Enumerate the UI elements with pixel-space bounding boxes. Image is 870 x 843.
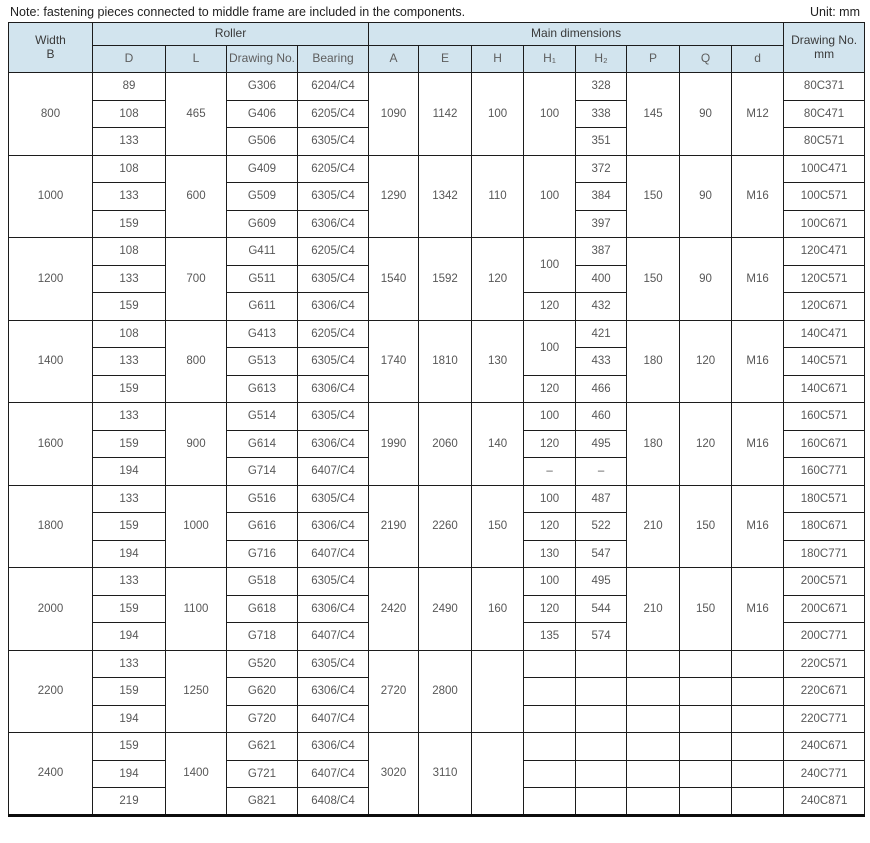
cell-D: 108 <box>93 155 166 183</box>
cell-L: 465 <box>166 73 227 156</box>
table-row <box>9 650 865 678</box>
cell-E: 1342 <box>419 155 472 238</box>
cell-Q <box>680 760 732 788</box>
cell-H1: 100 <box>524 320 576 375</box>
cell-B: 1800 <box>9 485 93 568</box>
note-text: Note: fastening pieces connected to middle frame are included in the components. <box>10 5 466 19</box>
cell-d: M16 <box>732 238 784 321</box>
header-col-L: L <box>166 46 227 73</box>
cell-H <box>472 650 524 733</box>
cell-drawing: G616 <box>227 513 298 541</box>
table-row <box>9 733 865 761</box>
cell-bearing: 6306/C4 <box>298 595 369 623</box>
header-col-D: D <box>93 46 166 73</box>
cell-H1: 120 <box>524 375 576 403</box>
cell-H2: 432 <box>576 293 627 321</box>
cell-code: 120C471 <box>784 238 865 266</box>
cell-code: 180C571 <box>784 485 865 513</box>
cell-L: 1100 <box>166 568 227 651</box>
cell-H2: 387 <box>576 238 627 266</box>
cell-Q <box>680 788 732 816</box>
cell-H2: 544 <box>576 595 627 623</box>
cell-P <box>627 760 680 788</box>
cell-code: 180C771 <box>784 540 865 568</box>
cell-code: 200C671 <box>784 595 865 623</box>
cell-B: 2000 <box>9 568 93 651</box>
cell-H2: 397 <box>576 210 627 238</box>
cell-H2: 495 <box>576 430 627 458</box>
cell-P: 150 <box>627 238 680 321</box>
cell-drawing: G413 <box>227 320 298 348</box>
cell-A: 3020 <box>369 733 419 816</box>
cell-P: 145 <box>627 73 680 156</box>
cell-D: 194 <box>93 623 166 651</box>
cell-d <box>732 760 784 788</box>
cell-H1: 135 <box>524 623 576 651</box>
cell-code: 100C471 <box>784 155 865 183</box>
cell-bearing: 6408/C4 <box>298 788 369 816</box>
cell-drawing: G621 <box>227 733 298 761</box>
cell-D: 89 <box>93 73 166 101</box>
cell-P <box>627 705 680 733</box>
cell-d: M16 <box>732 403 784 486</box>
cell-bearing: 6407/C4 <box>298 623 369 651</box>
table-row <box>9 320 865 348</box>
cell-D: 133 <box>93 265 166 293</box>
cell-D: 159 <box>93 293 166 321</box>
cell-D: 133 <box>93 183 166 211</box>
cell-P: 210 <box>627 485 680 568</box>
cell-H2: 433 <box>576 348 627 376</box>
cell-E: 2490 <box>419 568 472 651</box>
cell-drawing: G511 <box>227 265 298 293</box>
cell-D: 159 <box>93 678 166 706</box>
cell-drawing: G516 <box>227 485 298 513</box>
cell-bearing: 6306/C4 <box>298 430 369 458</box>
cell-H: 110 <box>472 155 524 238</box>
cell-A: 2420 <box>369 568 419 651</box>
cell-bearing: 6306/C4 <box>298 293 369 321</box>
cell-H2: – <box>576 458 627 486</box>
cell-drawing: G509 <box>227 183 298 211</box>
table-header <box>9 23 865 73</box>
cell-E: 1142 <box>419 73 472 156</box>
cell-H2: 466 <box>576 375 627 403</box>
cell-H1 <box>524 788 576 816</box>
cell-bearing: 6305/C4 <box>298 265 369 293</box>
header-col-E: E <box>419 46 472 73</box>
cell-code: 240C871 <box>784 788 865 816</box>
cell-D: 159 <box>93 733 166 761</box>
cell-code: 140C671 <box>784 375 865 403</box>
cell-bearing: 6305/C4 <box>298 348 369 376</box>
cell-H2: 372 <box>576 155 627 183</box>
cell-B: 800 <box>9 73 93 156</box>
cell-bearing: 6305/C4 <box>298 568 369 596</box>
cell-code: 80C371 <box>784 73 865 101</box>
header-group-row <box>9 23 865 46</box>
cell-d <box>732 788 784 816</box>
cell-E: 1592 <box>419 238 472 321</box>
header-col-P: P <box>627 46 680 73</box>
unit-label: Unit: mm <box>810 5 860 19</box>
cell-H2: 338 <box>576 100 627 128</box>
cell-E: 3110 <box>419 733 472 816</box>
cell-P <box>627 733 680 761</box>
cell-D: 219 <box>93 788 166 816</box>
cell-drawing: G718 <box>227 623 298 651</box>
cell-P: 210 <box>627 568 680 651</box>
cell-code: 240C671 <box>784 733 865 761</box>
cell-bearing: 6306/C4 <box>298 678 369 706</box>
cell-d <box>732 650 784 678</box>
cell-P <box>627 650 680 678</box>
cell-drawing: G720 <box>227 705 298 733</box>
cell-H1: 100 <box>524 238 576 293</box>
header-main-dimensions: Main dimensions <box>369 23 784 46</box>
cell-D: 159 <box>93 210 166 238</box>
cell-L: 700 <box>166 238 227 321</box>
cell-A: 2720 <box>369 650 419 733</box>
cell-Q: 150 <box>680 485 732 568</box>
cell-H: 120 <box>472 238 524 321</box>
cell-H1: 100 <box>524 485 576 513</box>
cell-A: 1090 <box>369 73 419 156</box>
cell-P <box>627 678 680 706</box>
cell-H: 100 <box>472 73 524 156</box>
cell-D: 159 <box>93 595 166 623</box>
cell-drawing: G620 <box>227 678 298 706</box>
header-width-b-line1: Width <box>35 32 66 47</box>
cell-E: 2800 <box>419 650 472 733</box>
cell-code: 100C671 <box>784 210 865 238</box>
cell-H1: 120 <box>524 595 576 623</box>
cell-H1: 100 <box>524 403 576 431</box>
cell-A: 1540 <box>369 238 419 321</box>
cell-E: 1810 <box>419 320 472 403</box>
cell-H2: 460 <box>576 403 627 431</box>
cell-code: 120C671 <box>784 293 865 321</box>
cell-code: 120C571 <box>784 265 865 293</box>
cell-H <box>472 733 524 816</box>
cell-code: 180C671 <box>784 513 865 541</box>
cell-drawing: G506 <box>227 128 298 156</box>
cell-L: 800 <box>166 320 227 403</box>
table-row <box>9 485 865 513</box>
cell-code: 200C771 <box>784 623 865 651</box>
cell-H1 <box>524 705 576 733</box>
table-row <box>9 73 865 101</box>
cell-d: M16 <box>732 485 784 568</box>
cell-P: 180 <box>627 403 680 486</box>
cell-H2 <box>576 733 627 761</box>
cell-D: 159 <box>93 513 166 541</box>
cell-d: M16 <box>732 155 784 238</box>
cell-code: 160C771 <box>784 458 865 486</box>
header-col-bearing: Bearing <box>298 46 369 73</box>
cell-H: 160 <box>472 568 524 651</box>
cell-bearing: 6204/C4 <box>298 73 369 101</box>
cell-L: 1000 <box>166 485 227 568</box>
cell-H2 <box>576 760 627 788</box>
table-row <box>9 403 865 431</box>
cell-H: 130 <box>472 320 524 403</box>
cell-H1: 100 <box>524 73 576 156</box>
cell-H1 <box>524 760 576 788</box>
cell-code: 160C671 <box>784 430 865 458</box>
header-col-A: A <box>369 46 419 73</box>
cell-H1: 100 <box>524 155 576 238</box>
cell-Q: 120 <box>680 403 732 486</box>
cell-drawing: G518 <box>227 568 298 596</box>
header-col-H: H <box>472 46 524 73</box>
cell-d <box>732 678 784 706</box>
cell-code: 100C571 <box>784 183 865 211</box>
spec-table <box>8 22 865 817</box>
cell-H1 <box>524 650 576 678</box>
cell-D: 194 <box>93 458 166 486</box>
cell-L: 600 <box>166 155 227 238</box>
cell-H1: 120 <box>524 293 576 321</box>
cell-Q <box>680 733 732 761</box>
cell-bearing: 6306/C4 <box>298 375 369 403</box>
cell-D: 194 <box>93 540 166 568</box>
cell-Q: 120 <box>680 320 732 403</box>
cell-D: 133 <box>93 485 166 513</box>
cell-H1 <box>524 678 576 706</box>
cell-drawing: G716 <box>227 540 298 568</box>
cell-bearing: 6305/C4 <box>298 403 369 431</box>
cell-code: 160C571 <box>784 403 865 431</box>
cell-H2: 384 <box>576 183 627 211</box>
cell-drawing: G613 <box>227 375 298 403</box>
header-width-b <box>9 23 93 73</box>
cell-D: 108 <box>93 100 166 128</box>
cell-A: 1740 <box>369 320 419 403</box>
cell-B: 2200 <box>9 650 93 733</box>
cell-A: 2190 <box>369 485 419 568</box>
cell-E: 2260 <box>419 485 472 568</box>
cell-drawing: G618 <box>227 595 298 623</box>
cell-E: 2060 <box>419 403 472 486</box>
cell-drawing: G609 <box>227 210 298 238</box>
cell-H2 <box>576 705 627 733</box>
cell-H1: 120 <box>524 430 576 458</box>
cell-Q: 90 <box>680 73 732 156</box>
cell-D: 133 <box>93 348 166 376</box>
cell-A: 1290 <box>369 155 419 238</box>
cell-drawing: G520 <box>227 650 298 678</box>
cell-H2: 547 <box>576 540 627 568</box>
cell-Q: 90 <box>680 155 732 238</box>
header-col-Q: Q <box>680 46 732 73</box>
cell-B: 1600 <box>9 403 93 486</box>
cell-Q: 90 <box>680 238 732 321</box>
cell-P: 150 <box>627 155 680 238</box>
cell-d: M16 <box>732 320 784 403</box>
header-drawing-line2: mm <box>814 46 835 61</box>
cell-H2: 522 <box>576 513 627 541</box>
cell-D: 159 <box>93 430 166 458</box>
cell-drawing: G721 <box>227 760 298 788</box>
cell-D: 133 <box>93 568 166 596</box>
cell-L: 1250 <box>166 650 227 733</box>
cell-code: 80C471 <box>784 100 865 128</box>
cell-H2: 328 <box>576 73 627 101</box>
cell-drawing: G611 <box>227 293 298 321</box>
cell-H1 <box>524 733 576 761</box>
cell-code: 140C471 <box>784 320 865 348</box>
top-row <box>8 3 863 22</box>
cell-bearing: 6306/C4 <box>298 513 369 541</box>
cell-D: 133 <box>93 403 166 431</box>
cell-drawing: G409 <box>227 155 298 183</box>
cell-H2: 421 <box>576 320 627 348</box>
cell-bearing: 6305/C4 <box>298 650 369 678</box>
table-row <box>9 238 865 266</box>
cell-d: M12 <box>732 73 784 156</box>
cell-P <box>627 788 680 816</box>
cell-bearing: 6407/C4 <box>298 540 369 568</box>
table-row <box>9 155 865 183</box>
cell-D: 194 <box>93 705 166 733</box>
cell-drawing: G306 <box>227 73 298 101</box>
cell-D: 133 <box>93 650 166 678</box>
cell-code: 220C671 <box>784 678 865 706</box>
header-col-d: d <box>732 46 784 73</box>
cell-L: 900 <box>166 403 227 486</box>
cell-H2 <box>576 678 627 706</box>
table-body <box>9 73 865 816</box>
cell-B: 2400 <box>9 733 93 816</box>
cell-d <box>732 733 784 761</box>
cell-drawing: G513 <box>227 348 298 376</box>
header-roller: Roller <box>93 23 369 46</box>
cell-H2: 351 <box>576 128 627 156</box>
cell-bearing: 6407/C4 <box>298 458 369 486</box>
table-row <box>9 568 865 596</box>
cell-bearing: 6305/C4 <box>298 485 369 513</box>
cell-d <box>732 705 784 733</box>
cell-H1: – <box>524 458 576 486</box>
cell-drawing: G714 <box>227 458 298 486</box>
header-width-b-line2: B <box>46 46 55 61</box>
cell-bearing: 6305/C4 <box>298 128 369 156</box>
cell-H2: 487 <box>576 485 627 513</box>
cell-bearing: 6205/C4 <box>298 100 369 128</box>
cell-bearing: 6205/C4 <box>298 155 369 183</box>
cell-H1: 120 <box>524 513 576 541</box>
header-col-H2: H₂ <box>576 46 627 73</box>
cell-Q: 150 <box>680 568 732 651</box>
cell-Q <box>680 678 732 706</box>
cell-A: 1990 <box>369 403 419 486</box>
cell-code: 220C771 <box>784 705 865 733</box>
cell-drawing: G411 <box>227 238 298 266</box>
header-col-drawing-no: Drawing No. <box>227 46 298 73</box>
cell-drawing: G821 <box>227 788 298 816</box>
cell-B: 1400 <box>9 320 93 403</box>
cell-H: 140 <box>472 403 524 486</box>
cell-H2 <box>576 650 627 678</box>
cell-drawing: G514 <box>227 403 298 431</box>
cell-bearing: 6306/C4 <box>298 733 369 761</box>
cell-L: 1400 <box>166 733 227 816</box>
cell-code: 200C571 <box>784 568 865 596</box>
cell-H2: 574 <box>576 623 627 651</box>
cell-D: 133 <box>93 128 166 156</box>
cell-code: 240C771 <box>784 760 865 788</box>
cell-bearing: 6305/C4 <box>298 183 369 211</box>
cell-P: 180 <box>627 320 680 403</box>
header-drawing-line1: Drawing No. <box>791 32 858 47</box>
cell-Q <box>680 705 732 733</box>
cell-B: 1000 <box>9 155 93 238</box>
cell-B: 1200 <box>9 238 93 321</box>
cell-drawing: G614 <box>227 430 298 458</box>
cell-D: 194 <box>93 760 166 788</box>
header-drawing-no-mm <box>784 23 865 73</box>
cell-H2 <box>576 788 627 816</box>
cell-code: 220C571 <box>784 650 865 678</box>
cell-bearing: 6407/C4 <box>298 705 369 733</box>
cell-drawing: G406 <box>227 100 298 128</box>
cell-D: 159 <box>93 375 166 403</box>
cell-D: 108 <box>93 238 166 266</box>
cell-bearing: 6205/C4 <box>298 238 369 266</box>
cell-d: M16 <box>732 568 784 651</box>
cell-H2: 400 <box>576 265 627 293</box>
cell-D: 108 <box>93 320 166 348</box>
cell-H2: 495 <box>576 568 627 596</box>
cell-code: 140C571 <box>784 348 865 376</box>
cell-H1: 100 <box>524 568 576 596</box>
header-sub-row <box>9 46 865 73</box>
cell-bearing: 6407/C4 <box>298 760 369 788</box>
cell-Q <box>680 650 732 678</box>
header-col-H1: H₁ <box>524 46 576 73</box>
cell-bearing: 6205/C4 <box>298 320 369 348</box>
cell-bearing: 6306/C4 <box>298 210 369 238</box>
cell-H1: 130 <box>524 540 576 568</box>
cell-H: 150 <box>472 485 524 568</box>
cell-code: 80C571 <box>784 128 865 156</box>
